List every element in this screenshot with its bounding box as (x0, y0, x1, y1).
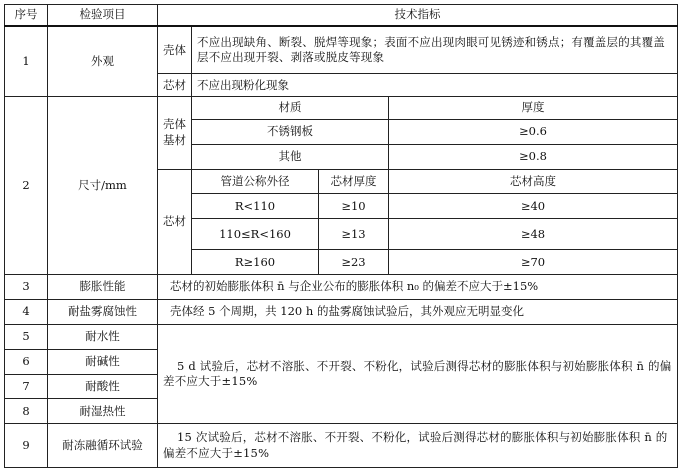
table-row (5, 26, 678, 74)
item-cell: 耐盐雾腐蚀性 (48, 300, 158, 325)
seq-cell: 8 (5, 399, 48, 424)
core-label: 芯材 (158, 74, 192, 97)
item-cell: 耐水性 (48, 324, 158, 349)
freeze-thaw-text: 15 次试验后，芯材不溶胀、不开裂、不粉化，试验后测得芯材的膨胀体积与初始膨胀体积 n̄ 的偏差不应大于±15% (158, 424, 678, 468)
table-row (5, 97, 678, 120)
shell-label: 壳体 (158, 26, 192, 74)
dn-value: 110≤R<160 (192, 219, 319, 250)
table-row (5, 324, 678, 349)
dn-value: R≥160 (192, 250, 319, 275)
core-height-value: ≥70 (389, 250, 678, 275)
core-height-value: ≥40 (389, 194, 678, 219)
resistance-text: 5 d 试验后，芯材不溶胀、不开裂、不粉化，试验后测得芯材的膨胀体积与初始膨胀体积 n̄ 的偏差不应大于±15% (158, 324, 678, 423)
thickness-header: 厚度 (389, 97, 678, 120)
seq-cell: 6 (5, 349, 48, 374)
core-thickness-header: 芯材厚度 (319, 169, 389, 194)
material-name: 不锈钢板 (192, 119, 389, 144)
seq-cell: 3 (5, 275, 48, 300)
core-size-label: 芯材 (158, 169, 192, 275)
item-cell: 尺寸/mm (48, 97, 158, 275)
core-thickness-value: ≥13 (319, 219, 389, 250)
header-spec: 技术指标 (158, 5, 678, 27)
seq-cell: 9 (5, 424, 48, 468)
material-thickness: ≥0.8 (389, 144, 678, 169)
item-cell: 耐冻融循环试验 (48, 424, 158, 468)
seq-cell: 2 (5, 97, 48, 275)
dn-value: R<110 (192, 194, 319, 219)
dn-header: 管道公称外径 (192, 169, 319, 194)
table-row (5, 300, 678, 325)
shell-appearance-text: 不应出现缺角、断裂、脱焊等现象；表面不应出现肉眼可见锈迹和锈点；有覆盖层的其覆盖层不应出现开裂、剥落或脱皮等现象 (192, 26, 678, 74)
item-cell: 耐碱性 (48, 349, 158, 374)
material-header: 材质 (192, 97, 389, 120)
header-item: 检验项目 (48, 5, 158, 27)
seq-cell: 4 (5, 300, 48, 325)
header-row (5, 5, 678, 27)
item-cell: 耐酸性 (48, 374, 158, 399)
material-name: 其他 (192, 144, 389, 169)
core-appearance-text: 不应出现粉化现象 (192, 74, 678, 97)
spec-table (4, 4, 678, 468)
salt-spray-text: 壳体经 5 个周期，共 120 h 的盐雾腐蚀试验后，其外观应无明显变化 (158, 300, 678, 325)
item-cell: 外观 (48, 26, 158, 96)
seq-cell: 1 (5, 26, 48, 96)
core-thickness-value: ≥10 (319, 194, 389, 219)
seq-cell: 5 (5, 324, 48, 349)
item-cell: 膨胀性能 (48, 275, 158, 300)
core-height-value: ≥48 (389, 219, 678, 250)
seq-cell: 7 (5, 374, 48, 399)
core-height-header: 芯材高度 (389, 169, 678, 194)
core-thickness-value: ≥23 (319, 250, 389, 275)
material-thickness: ≥0.6 (389, 119, 678, 144)
shell-base-label: 壳体基材 (158, 97, 192, 169)
header-seq: 序号 (5, 5, 48, 27)
table-row (5, 424, 678, 468)
table-row (5, 275, 678, 300)
item-cell: 耐湿热性 (48, 399, 158, 424)
expansion-text: 芯材的初始膨胀体积 n̄ 与企业公布的膨胀体积 n₀ 的偏差不应大于±15% (158, 275, 678, 300)
